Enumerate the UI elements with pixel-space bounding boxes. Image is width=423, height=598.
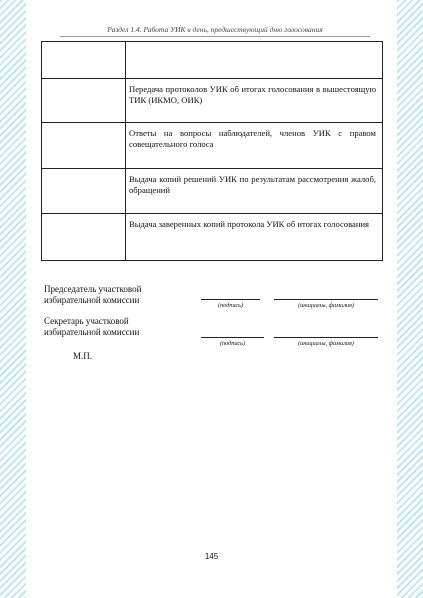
secretary-name-line xyxy=(274,337,378,338)
table-cell-text: Ответы на вопросы наблюдателей, членов УИК с правом совещательного голоса xyxy=(129,128,376,149)
table-cell-left xyxy=(42,42,126,78)
table-row xyxy=(42,79,382,123)
table-cell-text: Выдача заверенных копий протокола УИК об итогах голосования xyxy=(129,219,369,229)
table-cell-text: Выдача копий решений УИК по результатам рассмотрения жалоб, обращений xyxy=(129,174,376,195)
secretary-name-caption: (инициалы, фамилия) xyxy=(298,340,354,347)
table-row xyxy=(42,123,382,169)
chairman-label-line2: избирательной комиссии xyxy=(44,295,140,305)
left-decorative-stripe xyxy=(0,0,26,598)
table-cell-left xyxy=(42,169,126,213)
secretary-signature-line xyxy=(201,337,264,338)
page-number: 145 xyxy=(204,552,219,561)
table-row xyxy=(42,42,382,79)
right-decorative-stripe xyxy=(397,0,423,598)
chairman-label-line1: Председатель участковой xyxy=(44,284,142,294)
secretary-label-line2: избирательной комиссии xyxy=(44,327,140,337)
table-row xyxy=(42,169,382,214)
secretary-label xyxy=(44,316,139,338)
table-row xyxy=(42,214,382,260)
chairman-label xyxy=(44,284,141,306)
chairman-signature-line xyxy=(201,299,260,300)
table-cell-left xyxy=(42,123,126,168)
secretary-signature-caption: (подпись) xyxy=(219,340,246,347)
stamp-placeholder: М.П. xyxy=(73,351,93,361)
chairman-name-caption: (инициалы, фамилия) xyxy=(298,302,354,309)
chairman-name-line xyxy=(274,299,378,300)
secretary-label-line1: Секретарь участковой xyxy=(44,316,129,326)
procedure-table xyxy=(41,41,383,261)
table-cell-left xyxy=(42,214,126,260)
running-header: Раздел 1.4. Работа УИК в день, предшествующий дню голосования xyxy=(60,25,370,37)
chairman-signature-caption: (подпись) xyxy=(217,302,244,309)
table-cell-left xyxy=(42,79,126,122)
table-cell-text: Передача протоколов УИК об итогах голосования в вышестоящую ТИК (ИКМО, ОИК) xyxy=(129,84,376,105)
